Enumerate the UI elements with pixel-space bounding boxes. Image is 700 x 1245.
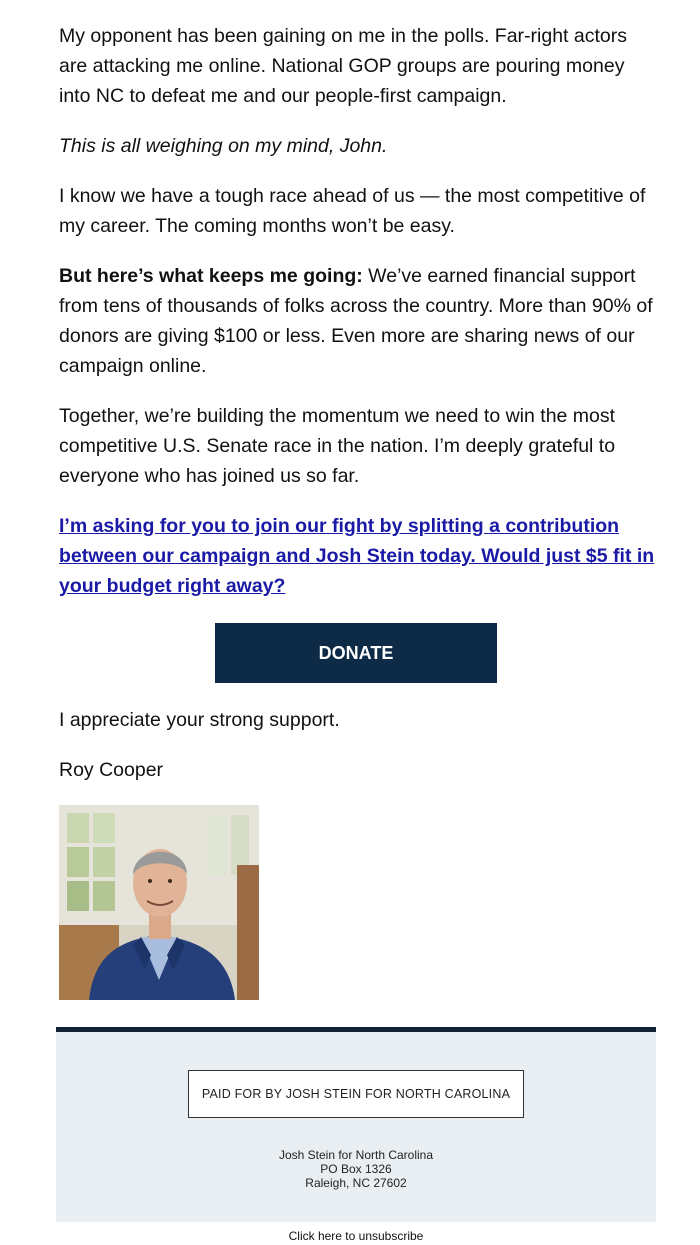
momentum-paragraph: Together, we’re building the momentum we need to win the most competitive U.S. Senate race in the nation. I’m deeply grateful to everyone who has joined us so far.: [59, 405, 616, 487]
address-city: Raleigh, NC 27602: [305, 1176, 407, 1190]
keeps-me-going-paragraph: [59, 261, 659, 381]
donate-button[interactable]: DONATE: [215, 623, 497, 683]
address-po-box: PO Box 1326: [320, 1162, 392, 1176]
intro-paragraph: My opponent has been gaining on me in the polls. Far-right actors are attacking me online. National GOP groups are pouring money into NC to defeat me and our people-first campaign.: [59, 25, 627, 107]
ask-paragraph: [59, 511, 659, 601]
unsubscribe-link[interactable]: Click here to unsubscribe: [288, 1229, 424, 1243]
mailing-address: [56, 1148, 656, 1190]
signature-name: Roy Cooper: [59, 759, 164, 781]
unsubscribe-row: [0, 1229, 700, 1243]
tough-race-paragraph: I know we have a tough race ahead of us — the most competitive of my career. The coming months won’t be easy.: [59, 185, 646, 237]
paid-for-disclaimer: PAID FOR BY JOSH STEIN FOR NORTH CAROLINA: [188, 1070, 524, 1118]
weighing-paragraph: This is all weighing on my mind, John.: [59, 135, 388, 157]
appreciation-paragraph: I appreciate your strong support.: [59, 709, 340, 731]
email-footer: [56, 1027, 656, 1222]
candidate-photo: [59, 805, 259, 1000]
address-org: Josh Stein for North Carolina: [278, 1148, 434, 1162]
keeps-me-going-text: We’ve earned financial support from tens of thousands of folks across the country. More than 90% of donors are giving $100 or less. Even more are sharing news of our campaign online.: [59, 265, 653, 377]
keeps-me-going-lead: But here’s what keeps me going:: [59, 265, 363, 287]
contribution-ask-link[interactable]: I’m asking for you to join our fight by splitting a contribution between our campaign and Josh Stein today. Would just $5 fit in your budget right away?: [59, 515, 655, 597]
